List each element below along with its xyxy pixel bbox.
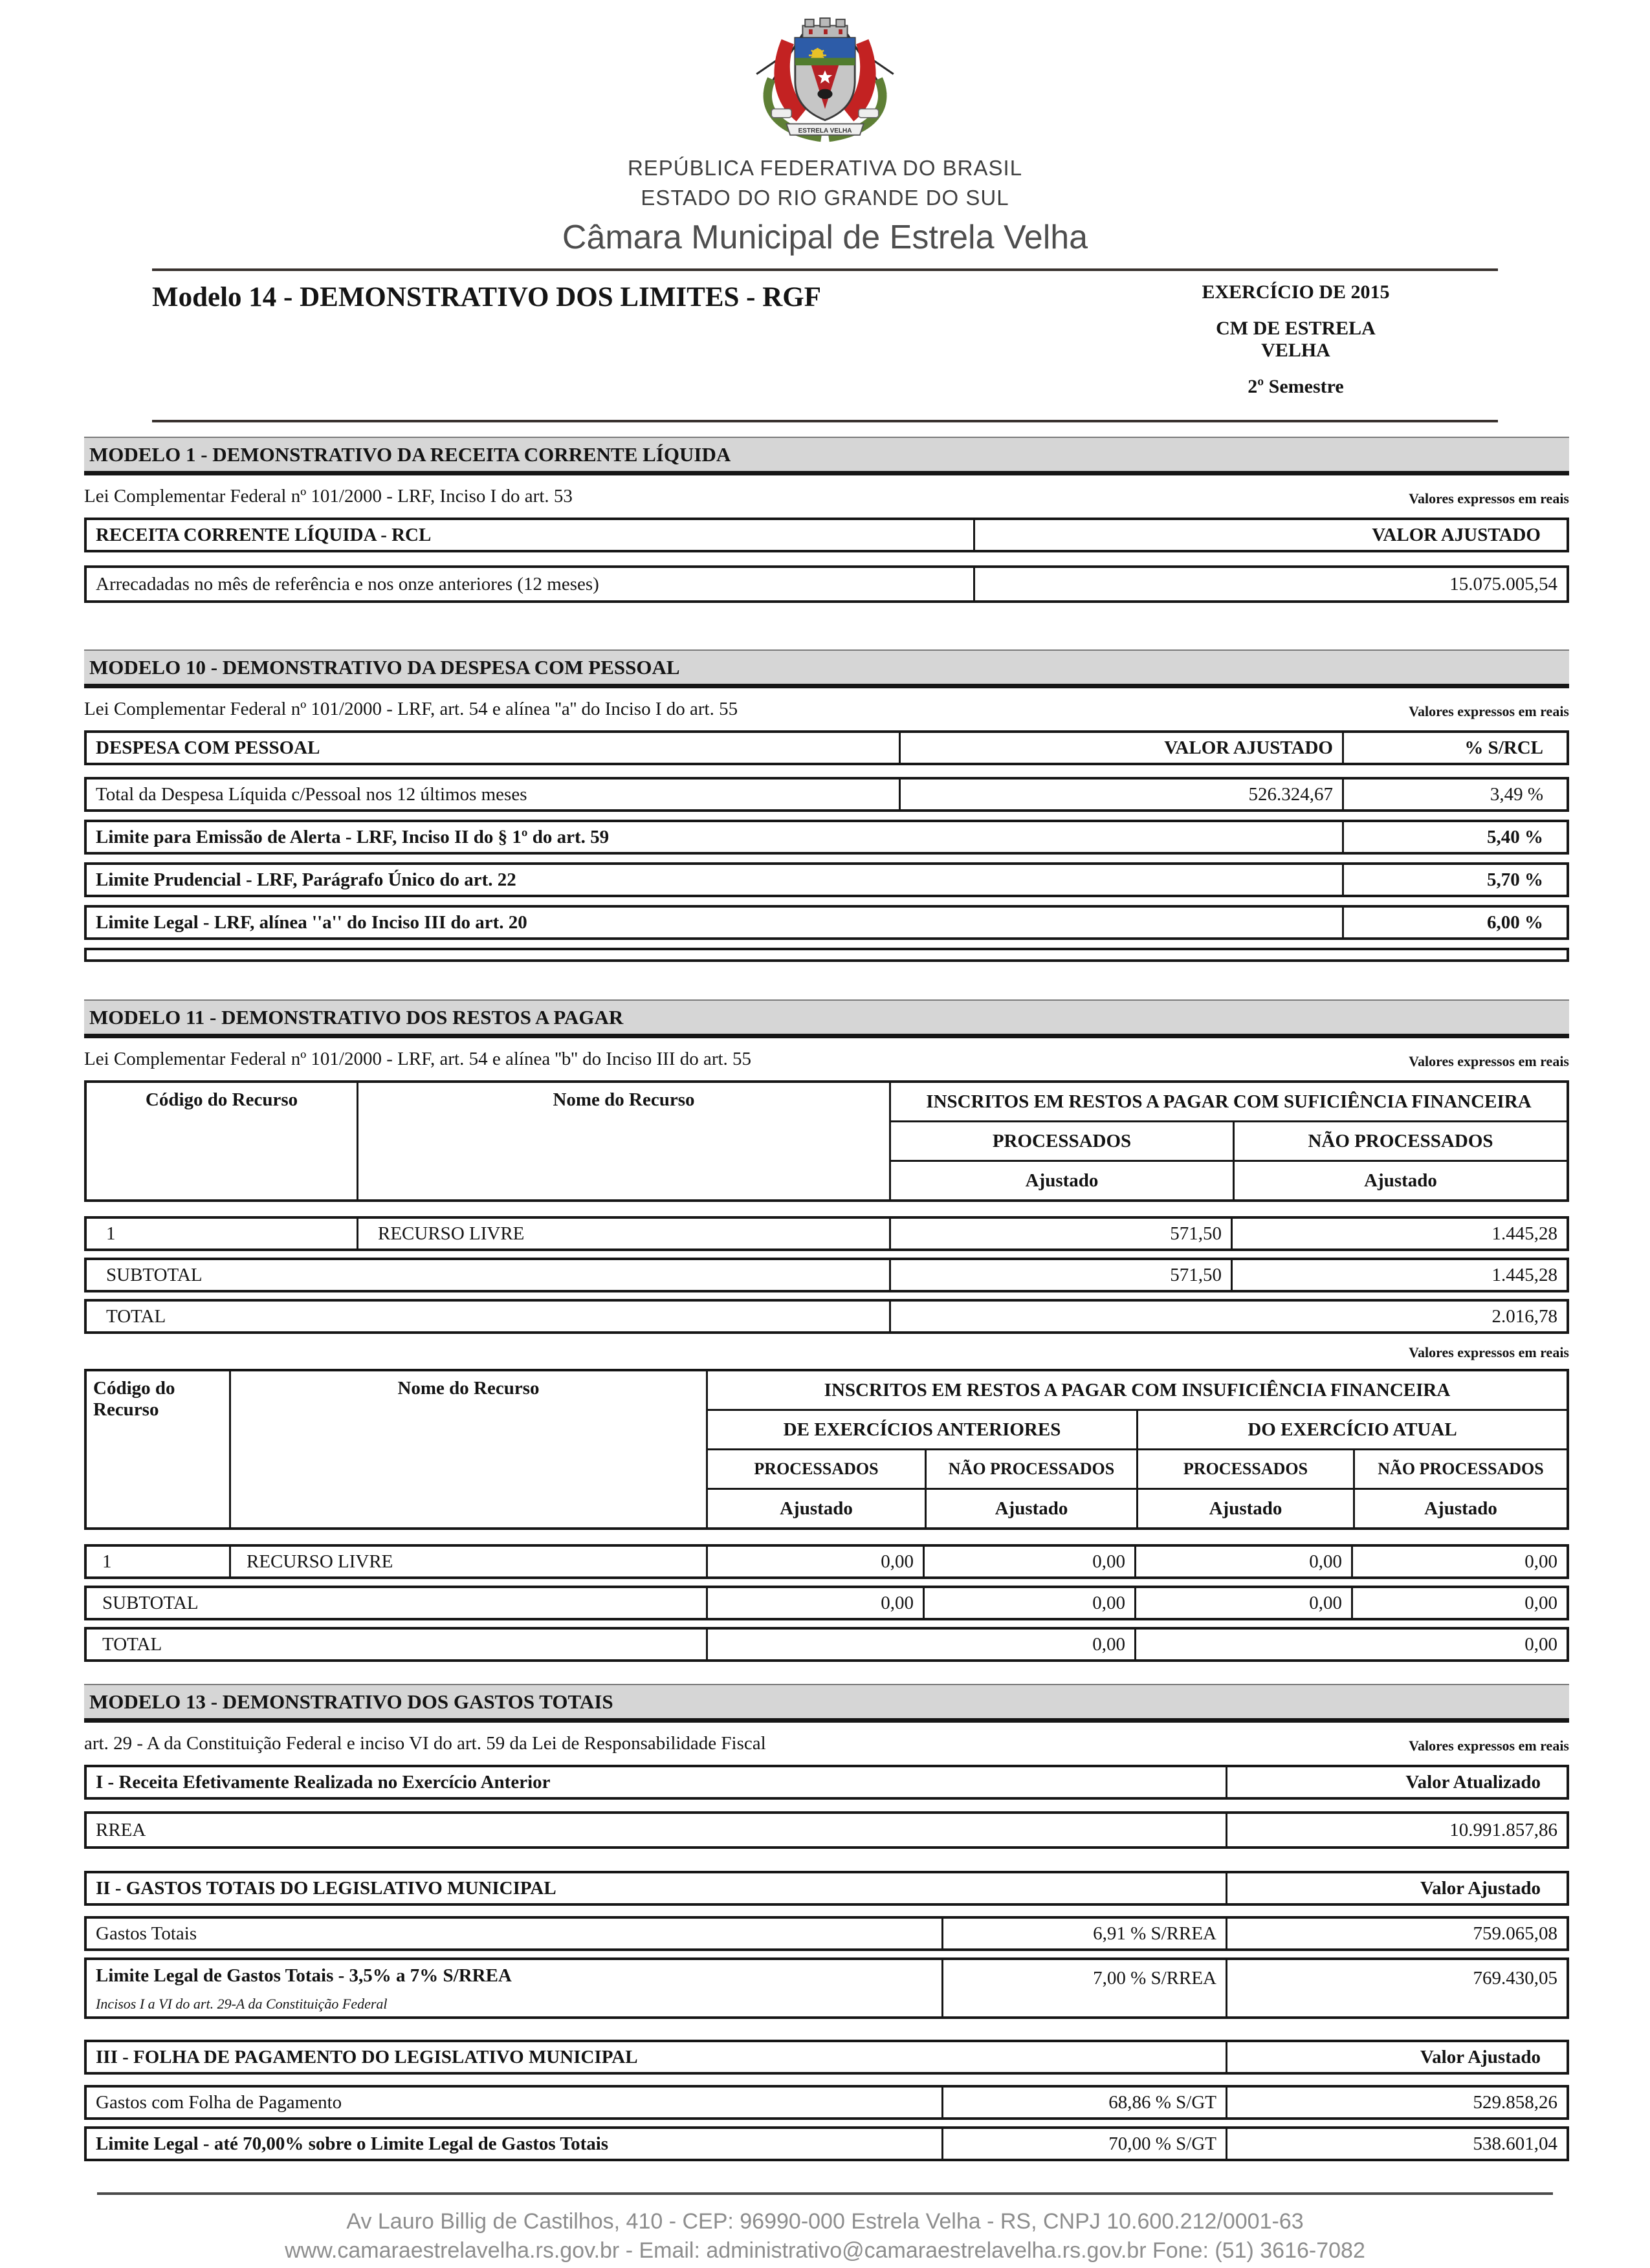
modelo11-table1-row [84, 1216, 1569, 1251]
total-label: TOTAL [106, 1305, 166, 1327]
row-value: 759.065,08 [1226, 1919, 1567, 1948]
modelo11-table2-total [84, 1627, 1569, 1662]
col-name-header: Nome do Recurso [357, 1083, 889, 1199]
section-header-modelo11: MODELO 11 - DEMONSTRATIVO DOS RESTOS A PAGAR [84, 999, 1569, 1038]
col-code-header: Código do Recurso [145, 1089, 298, 1110]
group-header-insuficiencia: INSCRITOS EM RESTOS A PAGAR COM INSUFICIÊNCIA FINANCEIRA [824, 1379, 1451, 1401]
modelo10-empty-row [84, 948, 1569, 962]
law-reference-modelo1: Lei Complementar Federal nº 101/2000 - LRF, Inciso I do art. 53 [84, 486, 573, 507]
subtotal-value: 0,00 [1351, 1588, 1567, 1618]
row-label: Total da Despesa Líquida c/Pessoal nos 12 últimos meses [96, 783, 527, 805]
cell-name: RECURSO LIVRE [229, 1547, 706, 1576]
section-modelo13 [84, 1684, 1569, 2161]
semester: 2º Semestre [1248, 376, 1344, 397]
col-processados: PROCESSADOS [1136, 1450, 1353, 1488]
cell-name: RECURSO LIVRE [357, 1219, 889, 1248]
modelo13-block1-header [84, 1765, 1569, 1800]
col-ajustado: Ajustado [1025, 1170, 1099, 1191]
col-name-header: Nome do Recurso [229, 1371, 706, 1527]
modelo11-table2-subtotal [84, 1586, 1569, 1620]
cell-code: 1 [106, 1223, 116, 1244]
col-ajustado: Ajustado [1353, 1490, 1567, 1527]
col-ajustado: Ajustado [925, 1490, 1136, 1527]
subtotal-value: 0,00 [1134, 1588, 1351, 1618]
group-exercicio-atual: DO EXERCÍCIO ATUAL [1136, 1411, 1567, 1448]
exercise-block [1184, 281, 1407, 412]
group-exercicios-anteriores: DE EXERCÍCIOS ANTERIORES [783, 1419, 1061, 1440]
cell-code: 1 [102, 1551, 112, 1572]
group-header-suficiencia: INSCRITOS EM RESTOS A PAGAR COM SUFICIÊNCIA FINANCEIRA [926, 1091, 1532, 1112]
section-modelo11 [84, 999, 1569, 1662]
col-ajustado: Ajustado [1136, 1490, 1353, 1527]
modelo13-block2-header [84, 1871, 1569, 1906]
col-nao-processados: NÃO PROCESSADOS [1353, 1450, 1567, 1488]
rrea-value: 10.991.857,86 [1226, 1814, 1567, 1846]
block2-value-header: Valor Ajustado [1226, 1873, 1567, 1903]
entity-name: CM DE ESTRELA VELHA [1216, 318, 1376, 361]
section-modelo1 [84, 437, 1569, 603]
row-pct: 6,00 % [1342, 908, 1567, 937]
coat-of-arms-graphic [744, 17, 906, 147]
currency-note: Valores expressos em reais [1409, 490, 1569, 507]
currency-note: Valores expressos em reais [1409, 703, 1569, 719]
modelo10-row-legal [84, 905, 1569, 940]
currency-note: Valores expressos em reais [1409, 1738, 1569, 1754]
modelo1-data-row [84, 565, 1569, 603]
pessoal-header-label: DESPESA COM PESSOAL [96, 737, 320, 758]
coat-of-arms [0, 0, 1650, 151]
block3-title: III - FOLHA DE PAGAMENTO DO LEGISLATIVO MUNICIPAL [96, 2046, 638, 2067]
modelo13-limite-folha-row [84, 2126, 1569, 2161]
modelo11-table1-total [84, 1299, 1569, 1334]
republic-line: REPÚBLICA FEDERATIVA DO BRASIL [627, 156, 1023, 180]
block2-title: II - GASTOS TOTAIS DO LEGISLATIVO MUNICIPAL [96, 1877, 556, 1899]
modelo10-header-row [84, 730, 1569, 765]
subtotal-label: SUBTOTAL [106, 1264, 203, 1285]
block3-value-header: Valor Ajustado [1226, 2042, 1567, 2072]
modelo11-table1-subtotal [84, 1258, 1569, 1292]
modelo11-table1-header [84, 1080, 1569, 1202]
modelo11-table2-row [84, 1544, 1569, 1579]
exercise-year: EXERCÍCIO DE 2015 [1202, 281, 1390, 303]
rrea-label: RREA [96, 1819, 146, 1840]
footer-address: Av Lauro Billig de Castilhos, 410 - CEP: 96990-000 Estrela Velha - RS, CNPJ 10.600.212/0001-63 [346, 2209, 1304, 2234]
row-value: 526.324,67 [899, 780, 1342, 809]
section-header-modelo13: MODELO 13 - DEMONSTRATIVO DOS GASTOS TOTAIS [84, 1684, 1569, 1723]
rcl-value-header: VALOR AJUSTADO [973, 520, 1567, 550]
modelo13-gastos-row [84, 1916, 1569, 1951]
rcl-header-label: RECEITA CORRENTE LÍQUIDA - RCL [96, 524, 432, 545]
row-value: 538.601,04 [1226, 2129, 1567, 2159]
footer-divider [97, 2192, 1553, 2195]
cell-processados: 571,50 [889, 1219, 1231, 1248]
col-processados: PROCESSADOS [754, 1459, 879, 1478]
modelo13-block3-header [84, 2040, 1569, 2075]
row-label: Limite para Emissão de Alerta - LRF, Inciso II do § 1º do art. 59 [96, 826, 610, 847]
row-label: Limite Prudencial - LRF, Parágrafo Único do art. 22 [96, 869, 516, 890]
col-code-header: Código do Recurso [93, 1378, 175, 1420]
cell-value: 0,00 [923, 1547, 1134, 1576]
section-header-modelo10: MODELO 10 - DEMONSTRATIVO DA DESPESA COM PESSOAL [84, 649, 1569, 688]
row-pct: 68,86 % S/GT [941, 2088, 1226, 2117]
currency-note: Valores expressos em reais [1409, 1053, 1569, 1069]
rcl-row-label: Arrecadadas no mês de referência e nos onze anteriores (12 meses) [96, 573, 599, 594]
law-reference-modelo13: art. 29 - A da Constituição Federal e inciso VI do art. 59 da Lei de Responsabilidade Fiscal [84, 1733, 766, 1754]
col-nao-processados: NÃO PROCESSADOS [1233, 1122, 1567, 1160]
row-pct: 6,91 % S/RREA [941, 1919, 1226, 1948]
modelo13-folha-row [84, 2085, 1569, 2120]
cell-nao-processados: 1.445,28 [1231, 1219, 1567, 1248]
col-nao-processados: NÃO PROCESSADOS [925, 1450, 1136, 1488]
subtotal-value: 0,00 [923, 1588, 1134, 1618]
modelo10-row-total [84, 777, 1569, 812]
col-ajustado: Ajustado [1233, 1162, 1567, 1199]
cell-value: 0,00 [1351, 1547, 1567, 1576]
law-reference-modelo11: Lei Complementar Federal nº 101/2000 - LRF, art. 54 e alínea ''b'' do Inciso III do art. 55 [84, 1049, 752, 1069]
row-value: 769.430,05 [1226, 1960, 1567, 2016]
block1-value-header: Valor Atualizado [1226, 1767, 1567, 1797]
section-modelo10 [84, 649, 1569, 962]
cell-value: 0,00 [1134, 1547, 1351, 1576]
rcl-row-value: 15.075.005,54 [973, 568, 1567, 600]
row-pct: 5,40 % [1342, 822, 1567, 852]
row-label: Limite Legal - LRF, alínea ''a'' do Inciso III do art. 20 [96, 911, 527, 933]
row-label: Gastos com Folha de Pagamento [96, 2091, 342, 2113]
modelo13-rrea-row [84, 1811, 1569, 1849]
row-label: Gastos Totais [96, 1923, 197, 1944]
col-processados: PROCESSADOS [992, 1130, 1132, 1151]
modelo11-table2-header [84, 1369, 1569, 1530]
row-pct: 3,49 % [1342, 780, 1567, 809]
total-value: 2.016,78 [889, 1302, 1567, 1331]
row-pct: 70,00 % S/GT [941, 2129, 1226, 2159]
modelo10-row-prudencial [84, 862, 1569, 897]
subtotal-nao-processados: 1.445,28 [1231, 1260, 1567, 1290]
pessoal-value-header: VALOR AJUSTADO [899, 733, 1342, 763]
title-divider [152, 420, 1498, 422]
row-label: Limite Legal - até 70,00% sobre o Limite Legal de Gastos Totais [96, 2133, 609, 2154]
law-reference-modelo10: Lei Complementar Federal nº 101/2000 - LRF, art. 54 e alínea ''a'' do Inciso I do art. 55 [84, 699, 738, 719]
pessoal-pct-header: % S/RCL [1342, 733, 1567, 763]
modelo1-header-row [84, 518, 1569, 552]
currency-note: Valores expressos em reais [1409, 1344, 1569, 1360]
row-pct: 7,00 % S/RREA [941, 1960, 1226, 2016]
modelo13-limite-gastos-row [84, 1957, 1569, 2019]
title-row [0, 271, 1650, 416]
row-label: Limite Legal de Gastos Totais - 3,5% a 7% S/RREA [96, 1965, 512, 1986]
row-pct: 5,70 % [1342, 865, 1567, 895]
modelo10-row-alerta [84, 820, 1569, 855]
org-name: Câmara Municipal de Estrela Velha [562, 219, 1088, 256]
footer-contact: www.camaraestrelavelha.rs.gov.br - Email: administrativo@camaraestrelavelha.rs.gov.br Fone: (51) 3616-7082 [285, 2238, 1365, 2263]
total-atual: 0,00 [1134, 1630, 1567, 1659]
subtotal-value: 0,00 [706, 1588, 923, 1618]
subtotal-processados: 571,50 [889, 1260, 1231, 1290]
block1-title: I - Receita Efetivamente Realizada no Exercício Anterior [96, 1771, 551, 1793]
section-header-modelo1: MODELO 1 - DEMONSTRATIVO DA RECEITA CORRENTE LÍQUIDA [84, 437, 1569, 475]
col-ajustado: Ajustado [780, 1498, 853, 1519]
report-title: Modelo 14 - DEMONSTRATIVO DOS LIMITES - RGF [152, 282, 821, 312]
row-note: Incisos I a VI do art. 29-A da Constituição Federal [96, 1996, 388, 2012]
total-anteriores: 0,00 [706, 1630, 1134, 1659]
cell-value: 0,00 [706, 1547, 923, 1576]
row-value: 529.858,26 [1226, 2088, 1567, 2117]
state-line: ESTADO DO RIO GRANDE DO SUL [641, 186, 1009, 210]
total-label: TOTAL [102, 1633, 162, 1655]
crest-ribbon-text: ESTRELA VELHA [798, 127, 852, 135]
subtotal-label: SUBTOTAL [102, 1592, 199, 1613]
